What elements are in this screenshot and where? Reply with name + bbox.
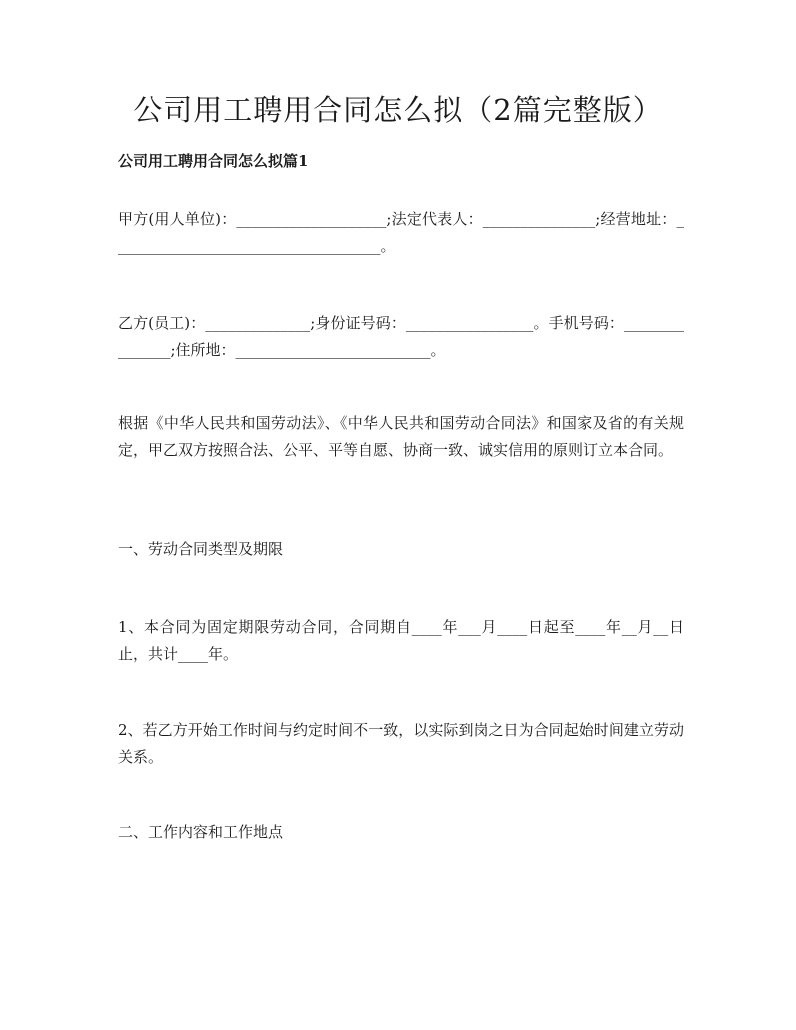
party-b-info: 乙方(员工)：______________;身份证号码：_________________。手机号码：_______________;住所地：__________________________。 xyxy=(118,314,684,359)
party-a-info: 甲方(用人单位)：____________________;法定代表人：_______________;经营地址：____________________________________。 xyxy=(118,210,684,255)
section-heading: 公司用工聘用合同怎么拟篇1 xyxy=(118,152,309,170)
clause-1-term: 1、本合同为固定期限劳动合同，合同期自____年___月____日起至____年__月__日止，共计____年。 xyxy=(118,618,684,663)
clause-heading-work-content: 二、工作内容和工作地点 xyxy=(118,823,284,841)
document-title: 公司用工聘用合同怎么拟（2篇完整版） xyxy=(133,93,663,127)
clause-heading-contract-type: 一、劳动合同类型及期限 xyxy=(118,540,284,558)
legal-basis-paragraph: 根据《中华人民共和国劳动法》、《中华人民共和国劳动合同法》和国家及省的有关规定，甲乙双方按照合法、公平、平等自愿、协商一致、诚实信用的原则订立本合同。 xyxy=(118,414,684,459)
clause-2-start-date: 2、若乙方开始工作时间与约定时间不一致，以实际到岗之日为合同起始时间建立劳动关系。 xyxy=(118,721,684,766)
